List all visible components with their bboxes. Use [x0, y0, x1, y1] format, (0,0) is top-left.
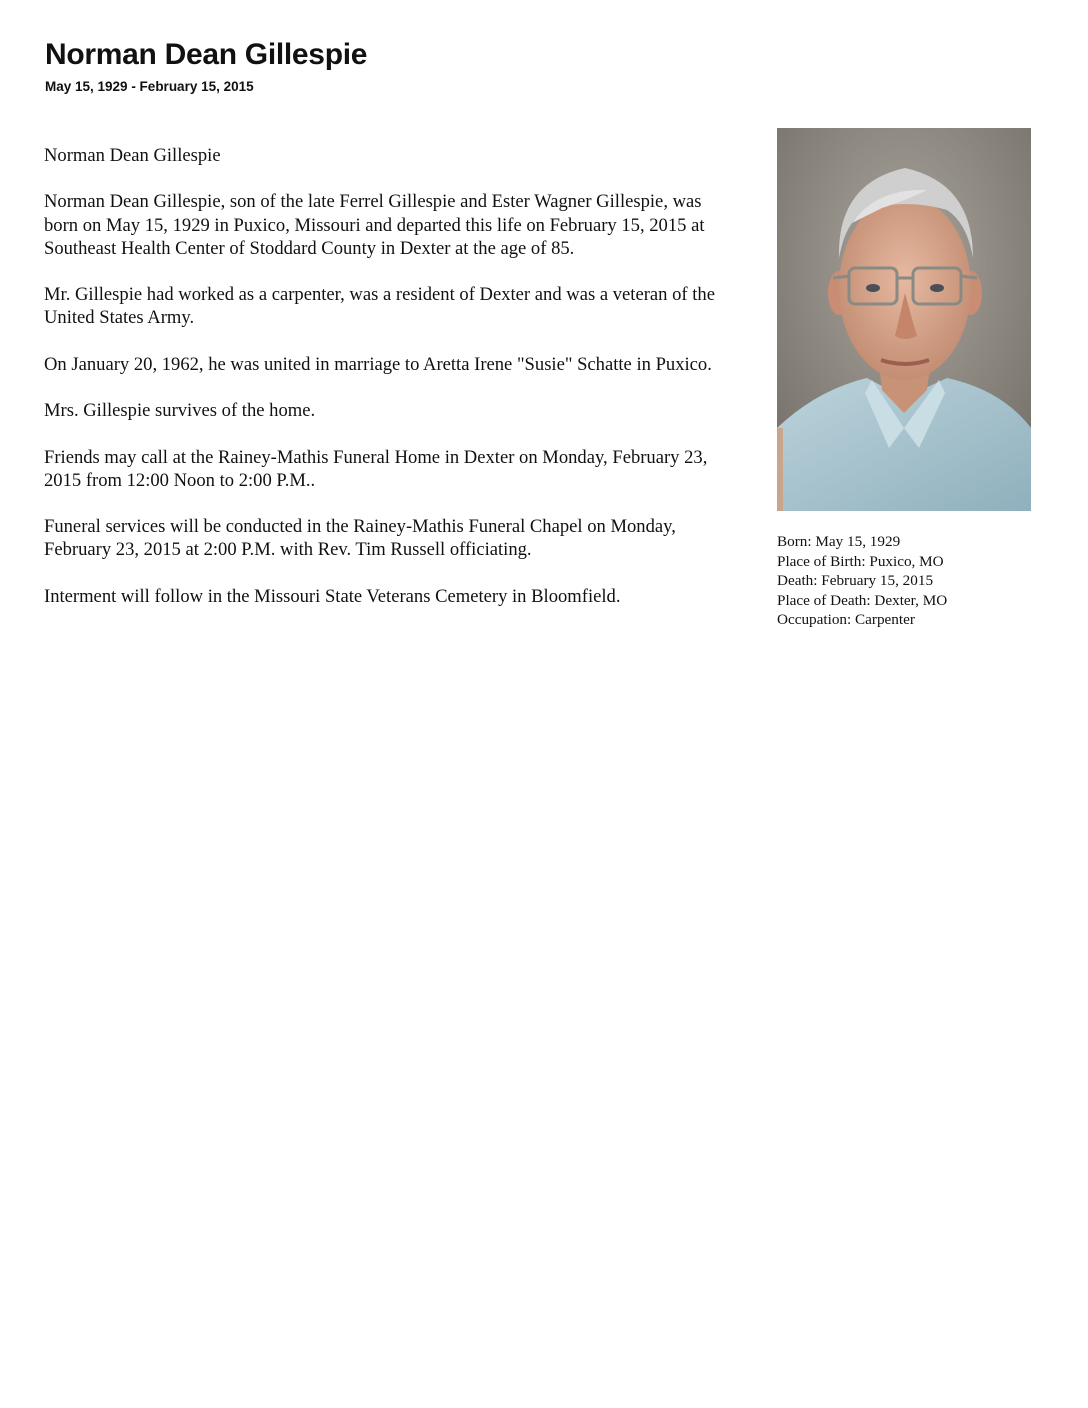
obituary-text [44, 144, 734, 631]
page-title: Norman Dean Gillespie [45, 38, 368, 71]
fact-born: Born: May 15, 1929 [777, 533, 901, 550]
fact-death: Death: February 15, 2015 [777, 572, 934, 590]
obituary-paragraph: Funeral services will be conducted in the Rainey-Mathis Funeral Chapel on Monday, February 23, 2015 at 2:00 P.M. with Rev. Tim Russell officiating. [44, 516, 676, 561]
obituary-paragraph: Mrs. Gillespie survives of the home. [44, 400, 316, 422]
obituary-paragraph: Norman Dean Gillespie [44, 145, 221, 166]
fact-place-of-birth: Place of Birth: Puxico, MO [777, 552, 944, 570]
vital-facts [777, 532, 1067, 630]
obituary-paragraph: Friends may call at the Rainey-Mathis Funeral Home in Dexter on Monday, February 23, 2015 from 12:00 Noon to 2:00 P.M.. [44, 446, 708, 491]
fact-occupation: Occupation: Carpenter [777, 611, 915, 629]
obituary-paragraph: On January 20, 1962, he was united in marriage to Aretta Irene "Susie" Schatte in Puxico. [44, 353, 712, 375]
fact-place-of-death: Place of Death: Dexter, MO [777, 591, 948, 609]
portrait-illustration [777, 128, 1031, 511]
obituary-paragraph: Interment will follow in the Missouri State Veterans Cemetery in Bloomfield. [44, 585, 621, 607]
life-dates: May 15, 1929 - February 15, 2015 [45, 79, 254, 94]
portrait-photo [777, 128, 1031, 511]
obituary-paragraph: Mr. Gillespie had worked as a carpenter, was a resident of Dexter and was a veteran of the United States Army. [44, 284, 715, 329]
obituary-paragraph: Norman Dean Gillespie, son of the late Ferrel Gillespie and Ester Wagner Gillespie, was born on May 15, 1929 in Puxico, Missouri and departed this life on February 15, 2015 at Southeast Health Center of Stoddard County in Dexter at the age of 85. [44, 191, 705, 259]
